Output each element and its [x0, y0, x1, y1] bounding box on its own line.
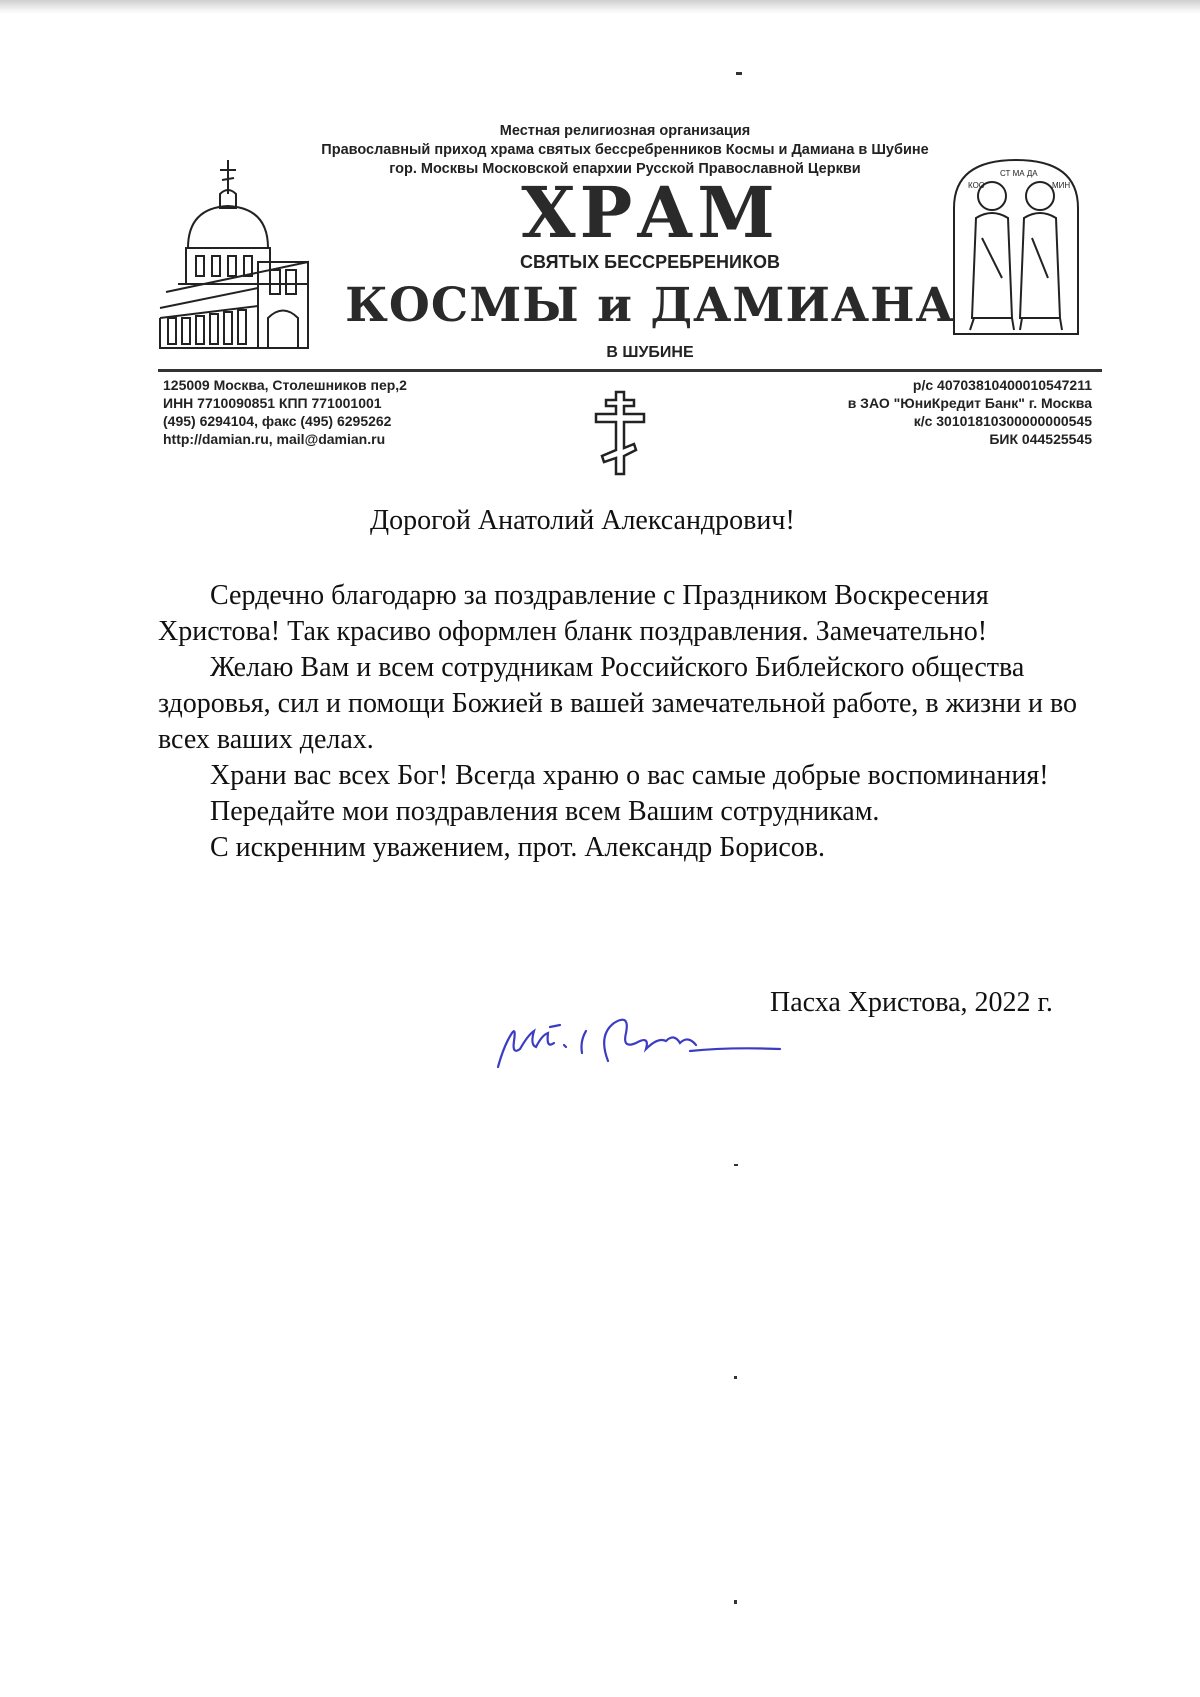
scan-speck	[734, 1600, 737, 1604]
org-line: Местная религиозная организация	[499, 123, 751, 139]
closing-line: С искренним уважением, прот. Александр Борисов.	[210, 832, 826, 863]
contact-line: (495) 6294104, факс (495) 6295262	[163, 413, 392, 429]
paragraph: Сердечно благодарю за поздравление с Праздником Воскресения Христова! Так красиво оформлен бланк поздравления. Замечательно!	[158, 580, 989, 647]
salutation: Дорогой Анатолий Александрович!	[370, 505, 795, 536]
bank-line: БИК 044525545	[989, 431, 1092, 447]
contact-line: http://damian.ru, mail@damian.ru	[163, 431, 386, 447]
org-line: Православный приход храма святых бессребренников Космы и Дамиана в Шубине	[321, 142, 929, 158]
scan-speck	[734, 1376, 737, 1379]
icon-label-left: КОС	[968, 181, 985, 190]
bank-line: в ЗАО "ЮниКредит Банк" г. Москва	[847, 395, 1092, 411]
orthodox-cross-icon	[594, 390, 646, 476]
org-line: гор. Москвы Московской епархии Русской Православной Церкви	[389, 161, 861, 177]
contacts-address	[163, 376, 563, 448]
scan-edge	[0, 0, 1200, 14]
paragraph: Передайте мои поздравления всем Вашим сотрудникам.	[210, 796, 880, 827]
saints-icon	[952, 158, 1080, 336]
contact-line: 125009 Москва, Столешников пер,2	[163, 377, 407, 393]
title-main: ХРАМ	[521, 171, 779, 254]
bank-line: р/с 40703810400010547211	[912, 377, 1092, 393]
scan-speck	[736, 72, 742, 75]
handwritten-signature	[490, 1005, 810, 1075]
contacts-bank	[680, 376, 1092, 448]
icon-label-right: МИН	[1052, 181, 1071, 190]
paragraph: Желаю Вам и всем сотрудникам Российского Библейского общества здоровья, сил и помощи Божией в вашей замечательной работе, в жизни и во всех ваших делах.	[158, 652, 1078, 755]
letter-body	[158, 578, 1108, 866]
scan-speck	[734, 1164, 738, 1166]
title-place: В ШУБИНЕ	[606, 344, 694, 361]
title-sub: СВЯТЫХ БЕССРЕБРЕНИКОВ	[520, 252, 780, 272]
title-names: КОСМЫ и ДАМИАНА	[345, 278, 955, 333]
letter-date: Пасха Христова, 2022 г.	[770, 987, 1053, 1018]
bank-line: к/с 30101810300000000545	[913, 413, 1092, 429]
paragraph: Храни вас всех Бог! Всегда храню о вас самые добрые воспоминания!	[210, 760, 1049, 791]
church-illustration	[158, 158, 338, 358]
header-divider	[158, 369, 1102, 372]
contact-line: ИНН 7710090851 КПП 771001001	[163, 395, 382, 411]
icon-label-mid: СТ МА ДА	[1000, 169, 1038, 178]
